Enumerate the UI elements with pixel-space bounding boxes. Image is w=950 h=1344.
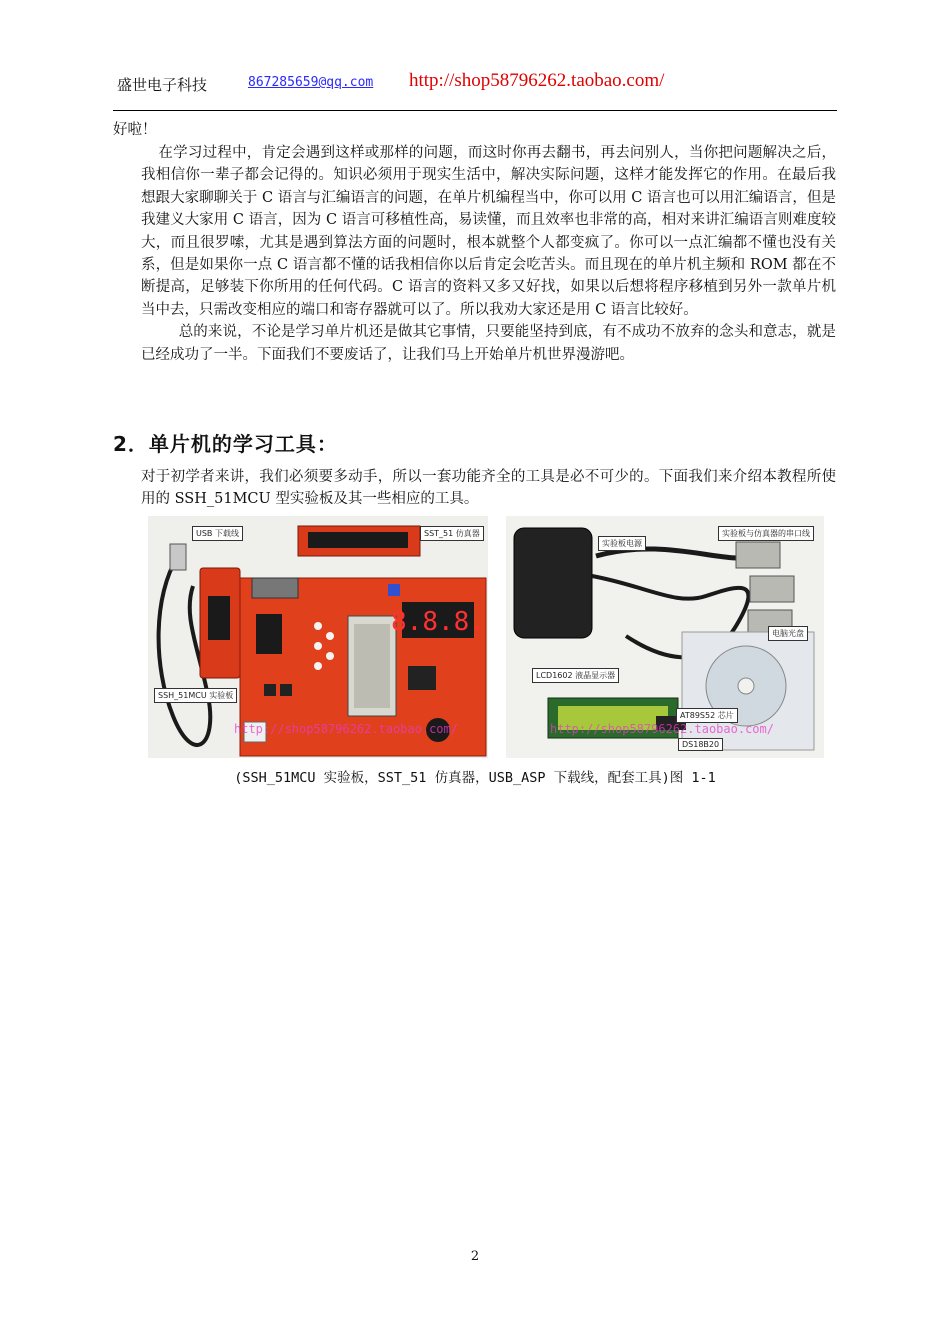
section-text: 对于初学者来讲，我们必须要多动手，所以一套功能齐全的工具是必不可少的。下面我们来介绍本教程所使用的 SSH_51MCU 型实验板及其一些相应的工具。 (141, 469, 836, 508)
figure-dev-board-photo (148, 516, 488, 758)
intro-line: 好啦！ (113, 122, 157, 138)
header-company: 盛世电子科技 (117, 76, 208, 94)
seven-segment-display: 8.8.8. (391, 607, 485, 637)
figure-caption: (SSH_51MCU 实验板，SST_51 仿真器，USB_ASP 下载线，配套工具)图 1-1 (234, 770, 716, 786)
callout-power-supply: 实验板电源 (598, 536, 646, 551)
callout-chip: AT89S52 芯片 (676, 708, 738, 723)
callout-lcd: LCD1602 液晶显示器 (532, 668, 619, 683)
header-divider (113, 110, 837, 111)
callout-experiment-board: SSH_51MCU 实验板 (154, 688, 237, 703)
photo-watermark-left: http://shop58796262.taobao.com/ (234, 722, 458, 736)
page-number: 2 (470, 1249, 480, 1264)
body-paragraphs (141, 142, 836, 366)
callout-sst-emulator: SST_51 仿真器 (420, 526, 484, 541)
header-shop-link[interactable]: http://shop58796262.taobao.com/ (409, 70, 665, 91)
figure-accessories-photo (506, 516, 824, 758)
page-header (113, 70, 837, 102)
section-heading: 2．单片机的学习工具： (113, 432, 338, 456)
paragraph-c-language: 在学习过程中，肯定会遇到这样或那样的问题，而这时你再去翻书，再去问别人，当你把问题解决之后，我相信你一辈子都会记得的。知识必须用于现实生活中，解决实际问题，这样才能发挥它的作用。在最后我想跟大家聊聊关于 C 语言与汇编语言的问题，在单片机编程当中，你可以用 C 语言也可以用汇编语言，但是我建义大家用 C 语言，因为 C 语言可移植性高，易读懂，而且效率也非常的高，相对来讲汇编语言则难度较大，而且很罗嗦，尤其是遇到算法方面的问题时，根本就整个人都变疯了。你可以一点汇编都不懂也没有关系，但是如果你一点 C 语言都不懂的话我相信你以后肯定会吃苦头。而且现在的单片机主频和 ROM 都在不断提高，足够装下你所用的任何代码。C 语言的资料又多又好找，如果以后想将程序移植到另外一款单片机当中去，只需改变相应的端口和寄存器就可以了。所以我劝大家还是用 C 语言比较好。 (141, 145, 836, 318)
photo-watermark-right: http://shop58796262.taobao.com/ (550, 722, 774, 736)
header-email-link[interactable]: 867285659@qq.com (248, 75, 374, 90)
section-text-block (141, 466, 836, 511)
paragraph-summary: 总的来说，不论是学习单片机还是做其它事情，只要能坚持到底，有不成功不放弃的念头和意志，就是已经成功了一半。下面我们不要废话了，让我们马上开始单片机世界漫游吧。 (141, 324, 836, 363)
callout-sensor: DS18B20 (678, 738, 723, 751)
callout-cd: 电脑光盘 (768, 626, 808, 641)
callout-usb-cable: USB 下载线 (192, 526, 243, 541)
callout-serial-cable: 实验板与仿真器的串口线 (718, 526, 814, 541)
